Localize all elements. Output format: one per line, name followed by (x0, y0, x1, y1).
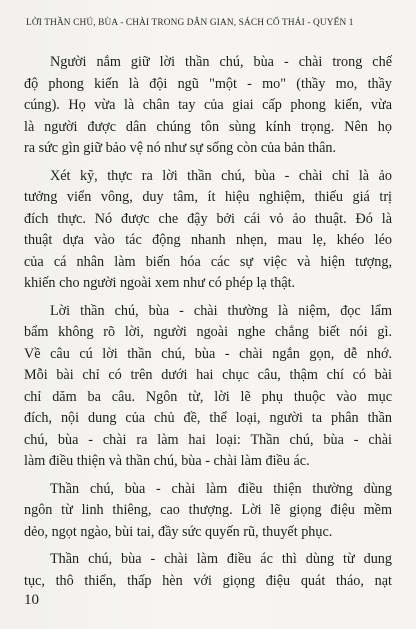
text-line: bẩm không rõ lời, người ngoài nghe chẳng biết nói gì. (24, 324, 392, 340)
text-line: Lời thần chú, bùa - chài thường là niệm, đọc lẩm (50, 302, 392, 319)
text-line: thuật dựa vào tác động nhanh nhẹn, mau lẹ, khéo léo (24, 232, 392, 248)
body-text (24, 52, 392, 592)
text-line: là người được dân chúng tôn sùng kính trọng. Nên họ (24, 118, 392, 135)
text-line: khiến cho người ngoài xem như có phép lạ thật. (24, 275, 296, 291)
text-line: Người nắm giữ lời thần chú, bùa - chài trong chế (50, 54, 392, 70)
text-line: ngôn từ linh thiêng, cao thượng. Lời lẽ giọng điệu mềm (24, 502, 392, 518)
paragraph-3 (24, 301, 392, 473)
paragraph-2 (24, 166, 392, 295)
paragraph-1 (24, 52, 392, 160)
paragraph-4 (24, 479, 392, 544)
text-line: đích, nội dung của chủ đề, thể loại, người ta phân thần (24, 410, 392, 426)
text-line: đích thực. Nó được che đậy bởi cái vỏ ảo thuật. Đó là (24, 210, 392, 227)
page-number: 10 (24, 592, 39, 608)
text-line: chú, bùa - chài ra làm hai loại: Thần chú, bùa - chài (24, 431, 392, 448)
text-line: tưởng viển vông, duy tâm, ít hiệu nghiệm, thiếu giá trị (24, 189, 392, 205)
text-line: dẻo, ngọt ngào, bùi tai, đầy sức quyến rũ, thuyết phục. (24, 523, 333, 540)
text-line: Xét kỹ, thực ra lời thần chú, bùa - chài chỉ là ảo (50, 167, 392, 184)
text-line: cúng). Họ vừa là chân tay của giai cấp phong kiến, vừa (24, 97, 392, 113)
paragraph-5 (24, 549, 392, 592)
text-line: ra sức gìn giữ bảo vệ nó như sự sống còn của bản thân. (24, 140, 337, 156)
text-line: Thần chú, bùa - chài làm điều thiện thường dùng (50, 480, 392, 497)
running-head: LỜI THẦN CHÚ, BÙA - CHÀI TRONG DÂN GIAN, SÁCH CỔ THÁI - QUYỂN 1 (26, 18, 354, 28)
text-line: độ phong kiến là đội ngũ "một - mo" (thầy mo, thầy (24, 75, 392, 92)
text-line: của cá nhân làm biến hóa các sự việc và hiện tượng, (24, 253, 392, 270)
text-line: Về câu cú lời thần chú, bùa - chài ngắn gọn, dễ nhớ. (24, 345, 392, 362)
text-line: Mỗi bài chỉ có trên dưới hai chục câu, thậm chí có bài (24, 367, 392, 383)
text-line: Thần chú, bùa - chài làm điều ác thì dùng từ dung (50, 551, 392, 567)
text-line: tục, thô thiển, thấp hèn với giọng điệu quát tháo, nạt (24, 572, 392, 589)
text-line: chỉ dăm ba câu. Ngôn từ, lời lẽ phụ thuộc vào mục (24, 388, 392, 405)
text-line: làm điều thiện và thần chú, bùa - chài làm điều ác. (24, 453, 310, 469)
